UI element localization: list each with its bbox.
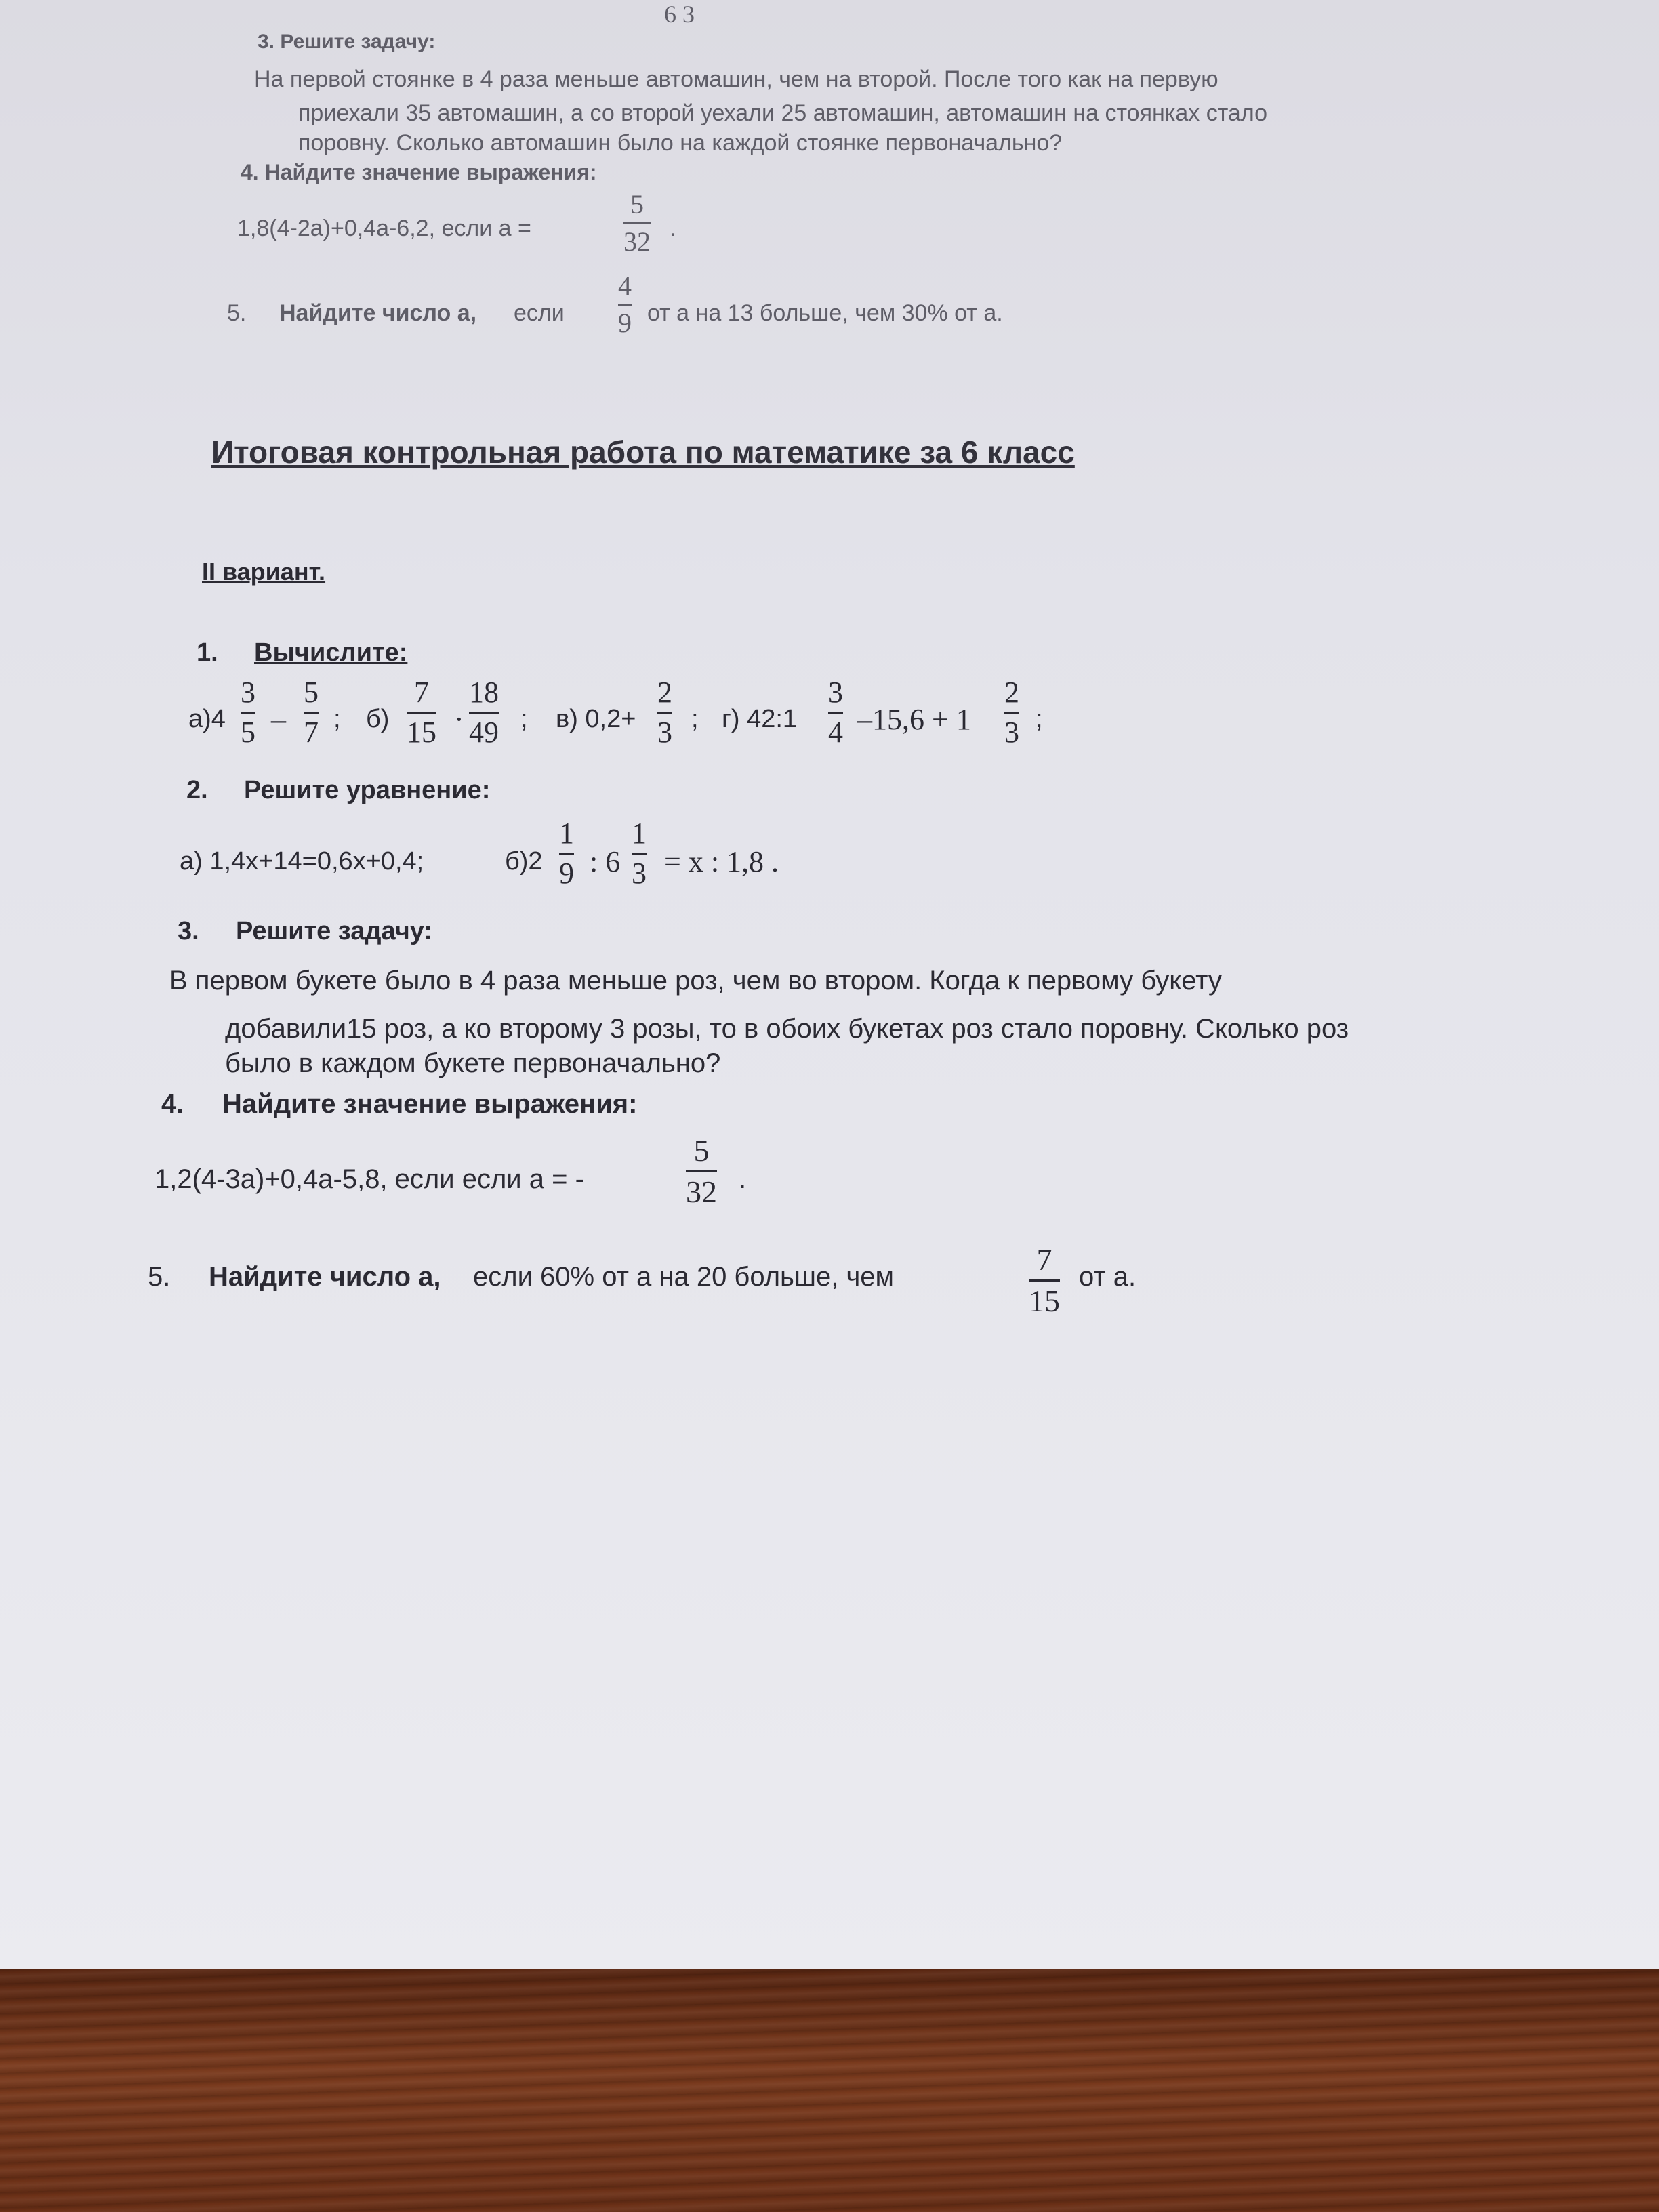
task1-a-minus: – <box>271 703 286 736</box>
task5-end: от а. <box>1079 1262 1136 1292</box>
task2-b-label: б)2 <box>505 847 543 876</box>
task1-b-dot: · <box>454 703 464 736</box>
wooden-table-surface <box>0 1969 1659 2212</box>
task2-b-end: = x : 1,8 . <box>664 845 779 878</box>
task4-expression: 1,2(4-3a)+0,4a-5,8, если если a = - <box>155 1164 584 1194</box>
task1-b-fraction-2: 18 49 <box>469 676 499 749</box>
task3-number: 3. <box>178 917 199 945</box>
task4-header: Найдите значение выражения: <box>222 1089 638 1119</box>
prev-task5-post: от а на 13 больше, чем 30% от а. <box>647 300 1003 326</box>
task1-a-fraction-2: 5 7 <box>304 676 319 749</box>
task1-d-middle: –15,6 + 1 <box>857 703 971 736</box>
task5-bold: Найдите число а, <box>209 1262 441 1292</box>
task3-header: Решите задачу: <box>236 917 433 945</box>
prev-task5-bold: Найдите число а, <box>279 300 477 326</box>
task1-d-fraction-1: 3 4 <box>828 676 843 749</box>
task1-c-fraction: 2 3 <box>657 676 672 749</box>
task3-line-1: В первом букете было в 4 раза меньше роз, чем во втором. Когда к первому букету <box>169 966 1222 996</box>
task1-d-sep: ; <box>1036 705 1043 733</box>
task1-d-label: г) 42:1 <box>722 705 798 733</box>
prev-task3-line1: На первой стоянке в 4 раза меньше автомашин, чем на второй. После того как на первую <box>254 66 1218 92</box>
page-title: Итоговая контрольная работа по математике за 6 класс <box>211 434 1075 470</box>
task1-b-sep: ; <box>520 705 528 733</box>
task2-b-fraction-2: 1 3 <box>632 817 647 890</box>
prev-top-digits: 6 3 <box>664 1 695 28</box>
prev-task5-pre: если <box>514 300 565 326</box>
task1-header: Вычислите: <box>254 638 408 667</box>
task4-fraction: 5 32 <box>686 1133 717 1209</box>
task2-a-equation: а) 1,4х+14=0,6х+0,4; <box>180 847 424 876</box>
variant-label: II вариант. <box>202 558 326 586</box>
prev-task3-line2: приехали 35 автомашин, а со второй уехали 25 автомашин, автомашин на стоянках стало <box>298 100 1267 126</box>
task1-a-label: а)4 <box>188 705 226 733</box>
task5-number: 5. <box>148 1262 171 1292</box>
task4-number: 4. <box>161 1089 184 1119</box>
prev-task4-fraction: 5 32 <box>623 189 651 257</box>
task1-d-fraction-2: 2 3 <box>1004 676 1019 749</box>
prev-task3-line3: поровну. Сколько автомашин было на каждой стоянке первоначально? <box>298 130 1063 156</box>
prev-task5-number: 5. <box>227 300 247 326</box>
task1-b-label: б) <box>366 705 390 733</box>
task1-c-sep: ; <box>691 705 699 733</box>
task1-number: 1. <box>197 638 218 667</box>
prev-task5-fraction: 4 9 <box>618 270 632 338</box>
prev-task4-header: 4. Найдите значение выражения: <box>241 160 597 184</box>
task1-a-fraction-1: 3 5 <box>241 676 255 749</box>
task4-end: . <box>739 1164 747 1194</box>
task2-b-fraction-1: 1 9 <box>559 817 574 890</box>
task1-a-sep: ; <box>333 705 341 733</box>
prev-task3-header: 3. Решите задачу: <box>258 30 436 53</box>
task1-c-label: в) 0,2+ <box>556 705 636 733</box>
task2-header: Решите уравнение: <box>244 776 491 804</box>
task2-b-middle: : 6 <box>590 845 621 878</box>
prev-task4-expr: 1,8(4-2a)+0,4a-6,2, если a = <box>237 216 531 241</box>
task5-fraction: 7 15 <box>1029 1242 1060 1318</box>
task2-number: 2. <box>186 776 208 804</box>
task3-line-3: было в каждом букете первоначально? <box>225 1048 721 1078</box>
task5-text: если 60% от а на 20 больше, чем <box>473 1262 895 1292</box>
task1-b-fraction-1: 7 15 <box>407 676 436 749</box>
task3-line-2: добавили15 роз, а ко второму 3 розы, то в обоих букетах роз стало поровну. Сколько роз <box>225 1014 1349 1044</box>
prev-task4-end: . <box>670 216 676 241</box>
